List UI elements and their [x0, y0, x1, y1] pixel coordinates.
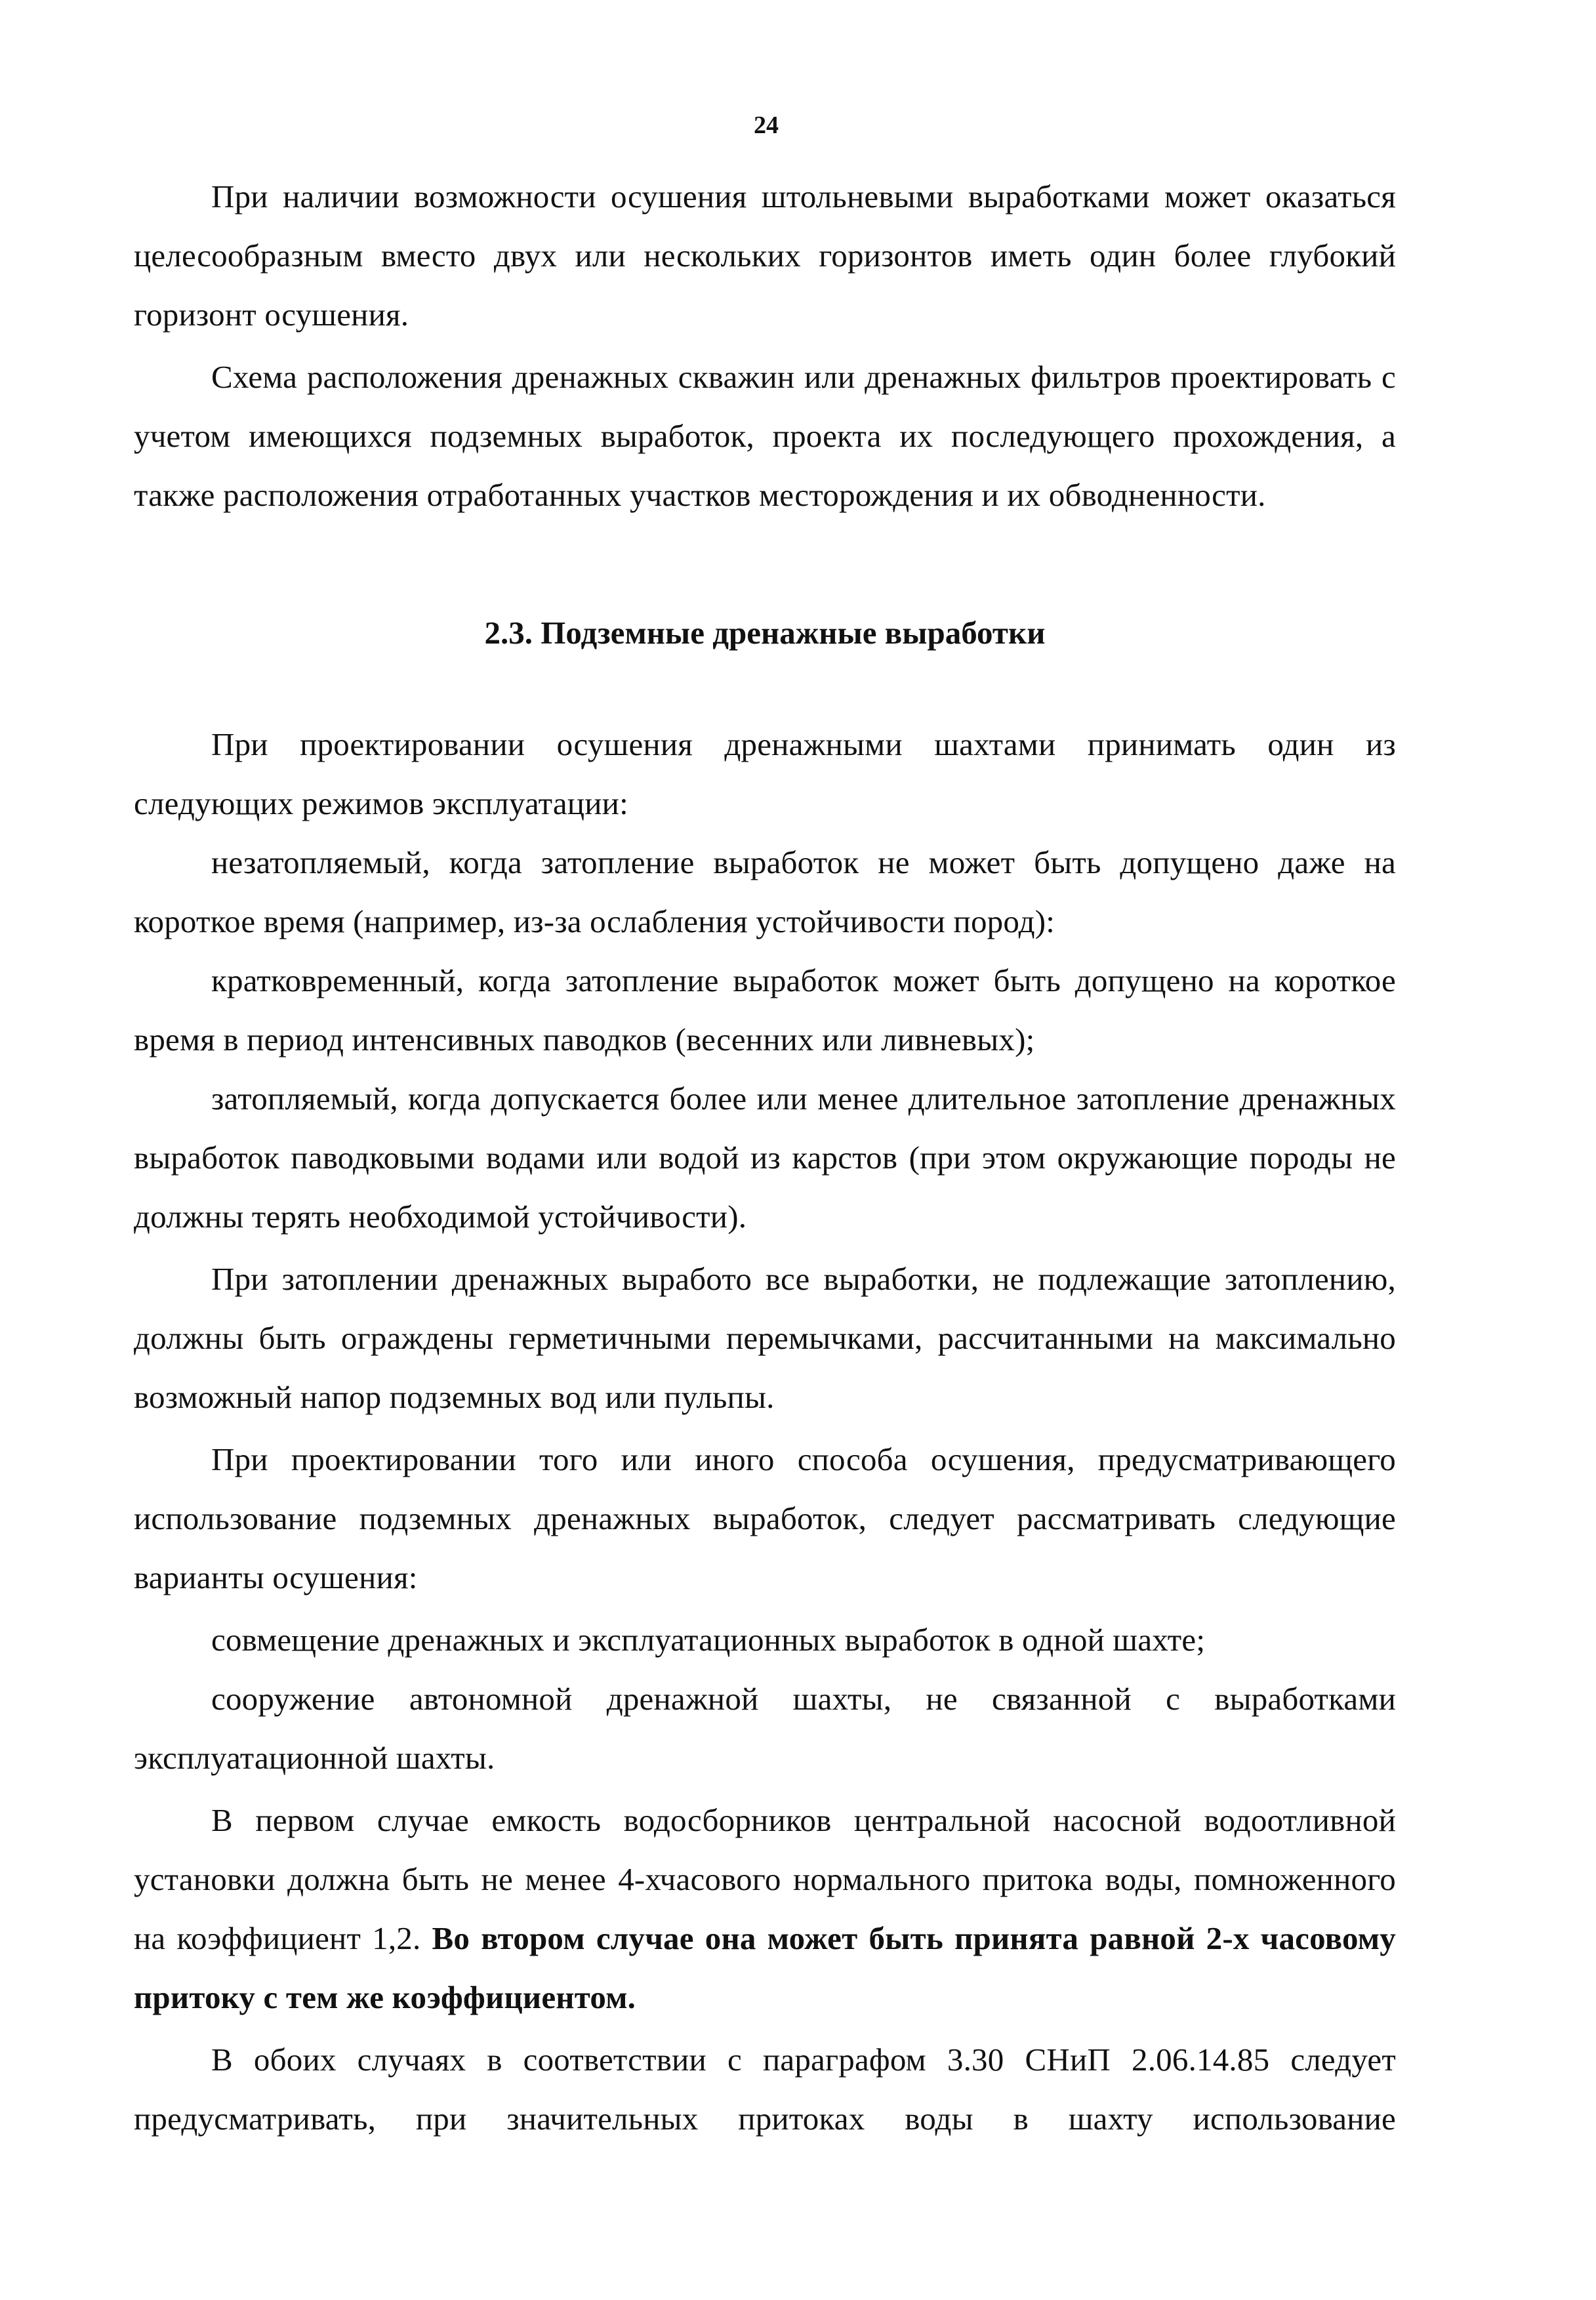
paragraph: При наличии возможности осушения штольневыми выработками может оказаться целесообразным вместо двух или нескольких горизонтов иметь один более глубокий горизонт осушения.	[134, 178, 1396, 333]
page-content	[134, 167, 1396, 2148]
section-heading: 2.3. Подземные дренажные выработки	[484, 615, 1046, 651]
paragraph: кратковременный, когда затопление выработок может быть допущено на короткое время в период интенсивных паводков (весенних или ливневых);	[134, 962, 1396, 1058]
paragraph: сооружение автономной дренажной шахты, не связанной с выработками эксплуатационной шахты.	[134, 1681, 1396, 1776]
paragraph: затопляемый, когда допускается более или менее длительное затопление дренажных выработок паводковыми водами или водой из карстов (при этом окружающие породы не должны терять необходимой устойчивости).	[134, 1080, 1396, 1235]
paragraph: незатопляемый, когда затопление выработок не может быть допущено даже на короткое время (например, из-за ослабления устойчивости пород):	[134, 844, 1396, 939]
paragraph-capacity	[134, 1791, 1396, 2027]
paragraph: При проектировании того или иного способа осушения, предусматривающего использование подземных дренажных выработок, следует рассматривать следующие варианты осушения:	[134, 1441, 1396, 1595]
paragraph: При затоплении дренажных выработо все выработки, не подлежащие затоплению, должны быть ограждены герметичными перемычками, рассчитанными на максимально возможный напор подземных вод или пульпы.	[134, 1261, 1396, 1415]
paragraph-capacity-part2: Во втором случае она может быть принята равной 2-х часовому притоку с тем же коэффициентом.	[134, 1920, 1396, 2015]
paragraph-last: В обоих случаях в соответствии с параграфом 3.30 СНиП 2.06.14.85 следует предусматривать, при значительных притоках воды в шахту использование	[134, 2042, 1396, 2137]
page-number: 24	[754, 112, 779, 139]
paragraph-capacity-part1: В первом случае емкость водосборников центральной насосной водоотливной установки должна быть не менее 4-хчасового нормального притока воды, помноженного на коэффициент 1,2.	[134, 1802, 1396, 1956]
paragraph: совмещение дренажных и эксплуатационных выработок в одной шахте;	[211, 1622, 1206, 1658]
paragraph: При проектировании осушения дренажными шахтами принимать один из следующих режимов эксплуатации:	[134, 726, 1396, 821]
paragraph: Схема расположения дренажных скважин или дренажных фильтров проектировать с учетом имеющихся подземных выработок, проекта их последующего прохождения, а также расположения отработанных участков месторождения и их обводненности.	[134, 359, 1396, 513]
